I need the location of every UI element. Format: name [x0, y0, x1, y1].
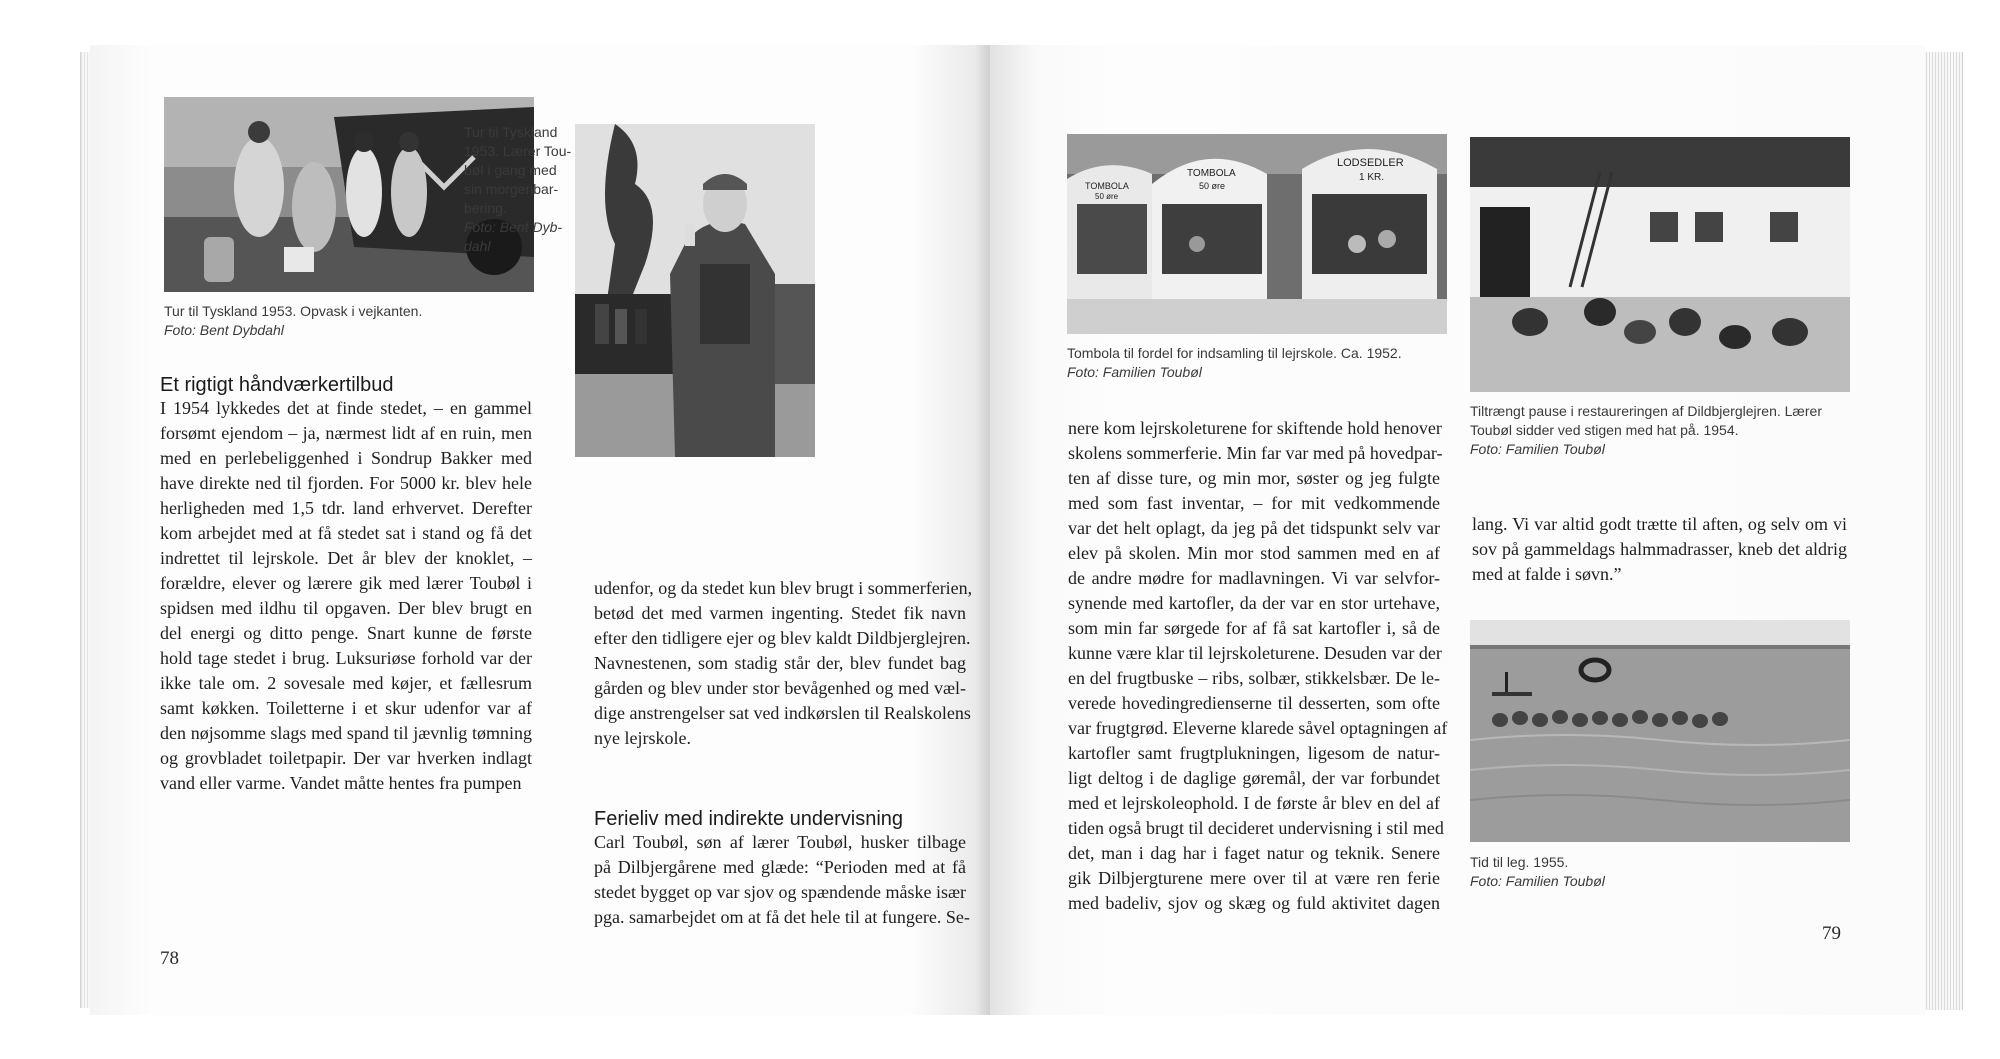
- text-line: kartofler samt frugtplukningen, ligesom de natur-: [1068, 743, 1440, 763]
- text-line: del energi og ditto penge. Snart kunne de første: [160, 623, 532, 643]
- photo5-caption-text: Tid til leg. 1955.: [1470, 854, 1569, 870]
- photo4-caption-line: Tiltrængt pause i restaureringen af Dildbjerglejren. Lærer: [1470, 403, 1822, 419]
- section-heading-handvaerkertilbud: Et rigtigt håndværkertilbud: [160, 374, 394, 396]
- text-line: ligt deltog i de daglige gøremål, der var forbundet: [1068, 768, 1440, 788]
- text-line: det, man i dag har i faget natur og teknik. Senere: [1068, 843, 1440, 863]
- text-line: ikke tale om. 2 sovesale med køjer, et fællesrum: [160, 673, 532, 693]
- left-column-1: [160, 396, 532, 796]
- text-line: dige anstrengelser sat ved indkørslen til Realskolens: [594, 703, 971, 723]
- page-number-right: 79: [1822, 923, 1841, 944]
- text-line: herligheden med 1,5 tdr. land erhvervet. Derefter: [160, 498, 532, 518]
- text-line: med et lejrskoleophold. I de første år blev en del af: [1068, 793, 1440, 813]
- text-line: gik Dilbjergturene mere over til at være ren ferie: [1068, 868, 1440, 888]
- photo3-caption-text: Tombola til fordel for indsamling til lejrskole. Ca. 1952.: [1067, 345, 1402, 361]
- text-line: udenfor, og da stedet kun blev brugt i sommerferien,: [594, 578, 973, 598]
- text-line: med at falde i søvn.”: [1472, 564, 1622, 584]
- page-number-left: 78: [160, 948, 179, 969]
- sign-price-3: 1 KR.: [1359, 172, 1385, 183]
- text-line: med badeliv, sjov og skæg og fuld aktivitet dagen: [1068, 893, 1440, 913]
- photo2-caption-credit: dahl: [464, 238, 491, 254]
- left-column-2-bottom: [594, 830, 970, 930]
- section-heading-ferieliv: Ferieliv med indirekte undervisning: [594, 808, 904, 830]
- text-line: spidsen med ildhu til opgaven. Der blev brugt en: [160, 598, 532, 618]
- text-line: tiden også brugt til decideret undervisning i stil med: [1068, 818, 1444, 838]
- photo5-caption-credit: Foto: Familien Toubøl: [1470, 873, 1605, 889]
- photo2-caption-credit: Foto: Bent Dyb-: [464, 219, 563, 235]
- text-line: kunne være klar til lejrskoleturene. Desuden var der: [1068, 643, 1442, 663]
- photo-morning-shave: [575, 124, 815, 457]
- text-line: indrettet til lejrskole. Det år blev der knoklet, –: [160, 548, 532, 568]
- photo2-caption-line: bøl i gang med: [464, 162, 557, 178]
- text-line: en del frugtbuske – ribs, solbær, stikkelsbær. De le-: [1068, 668, 1440, 688]
- photo4-caption-credit: Foto: Familien Toubøl: [1470, 441, 1605, 457]
- text-line: med som fast inventar, – for mit vedkommende: [1068, 493, 1440, 513]
- right-column-1: [1068, 416, 1448, 916]
- right-column-2: [1472, 512, 1847, 587]
- photo5-caption: [1470, 853, 1850, 891]
- left-column-2-top: [594, 576, 973, 751]
- photo3-caption: [1067, 344, 1457, 382]
- text-line: forsømt ejendom – ja, nærmest lidt af en ruin, men: [160, 423, 532, 443]
- text-line: skolens sommerferie. Min far var med på hovedpar-: [1068, 443, 1443, 463]
- photo2-caption-line: 1953. Lærer Tou-: [464, 143, 572, 159]
- sign-lodsedler: LODSEDLER: [1337, 157, 1404, 169]
- text-line: den nøjsomme slags med spand til jævnlig tømning: [160, 723, 532, 743]
- photo1-caption: [164, 302, 534, 340]
- sign-price-2: 50 øre: [1199, 181, 1226, 191]
- text-line: Carl Toubøl, søn af lærer Toubøl, husker tilbage: [594, 832, 966, 852]
- text-line: pga. samarbejdet om at få det hele til at fungere. Se-: [594, 907, 970, 927]
- sign-tombola-2: TOMBOLA: [1187, 168, 1236, 179]
- text-line: de andre mødre for madlavningen. Vi var selvfor-: [1068, 568, 1440, 588]
- text-line: hold tage stedet i brug. Luksuriøse forhold var der: [160, 648, 532, 668]
- sign-tombola-1: TOMBOLA: [1085, 181, 1129, 191]
- photo3-caption-credit: Foto: Familien Toubøl: [1067, 364, 1202, 380]
- text-line: på Dilbjergårene med glæde: “Perioden med at få: [594, 857, 966, 877]
- right-page: [990, 45, 1925, 1015]
- text-line: var frugtgrød. Eleverne klarede såvel optagningen af: [1068, 718, 1448, 738]
- text-line: som min far sørgede for af få sat kartofler i, så de: [1068, 618, 1440, 638]
- photo1-caption-credit: Foto: Bent Dybdahl: [164, 322, 284, 338]
- text-line: verede hovedingredienserne til desserten, som ofte: [1068, 693, 1440, 713]
- text-line: Navnestenen, som stadig står der, blev fundet bag: [594, 653, 966, 673]
- photo4-caption: [1470, 402, 1870, 459]
- photo2-caption-line: sin morgenbar-: [464, 181, 559, 197]
- left-page: [90, 45, 990, 1015]
- text-line: var det helt oplagt, da jeg på det tidspunkt selv var: [1068, 518, 1440, 538]
- text-line: nere kom lejrskoleturene for skiftende hold henover: [1068, 418, 1442, 438]
- text-line: stedet bygget op var sjov og spændende måske især: [594, 882, 966, 902]
- text-line: forældre, elever og lærere gik med lærer Toubøl i: [160, 573, 532, 593]
- photo-restoration-pause: [1470, 137, 1850, 392]
- text-line: efter den tidligere ejer og blev kaldt Dildbjerglejren.: [594, 628, 971, 648]
- photo-swimming: [1470, 620, 1850, 842]
- text-line: synende med kartofler, da der var en stor urtehave,: [1068, 593, 1440, 613]
- text-line: gården og blev under stor bevågenhed og med væl-: [594, 678, 966, 698]
- text-line: betød det med varmen ingenting. Stedet fik navn: [594, 603, 966, 623]
- photo2-caption-line: bering.: [464, 200, 507, 216]
- text-line: elev på skolen. Min mor stod sammen med en af: [1068, 543, 1440, 563]
- photo-tombola: [1067, 134, 1447, 334]
- text-line: ten af disse ture, og min mor, søster og jeg fulgte: [1068, 468, 1440, 488]
- text-line: lang. Vi var altid godt trætte til aften, og selv om vi: [1472, 514, 1847, 534]
- sign-price-1: 50 øre: [1095, 192, 1119, 201]
- text-line: I 1954 lykkedes det at finde stedet, – en gammel: [160, 398, 532, 418]
- text-line: vand eller varme. Vandet måtte hentes fra pumpen: [160, 773, 522, 793]
- text-line: have direkte ned til fjorden. For 5000 kr. blev hele: [160, 473, 532, 493]
- photo2-caption: [464, 123, 574, 256]
- photo2-caption-line: Tur til Tyskland: [464, 124, 558, 140]
- photo4-caption-line: Toubøl sidder ved stigen med hat på. 1954.: [1470, 422, 1739, 438]
- photo1-caption-text: Tur til Tyskland 1953. Opvask i vejkanten.: [164, 303, 423, 319]
- text-line: med en perlebeliggenhed i Sondrup Bakker med: [160, 448, 532, 468]
- text-line: kom arbejdet med at få stedet sat i stand og få det: [160, 523, 532, 543]
- text-line: sov på gammeldags halmmadrasser, kneb det aldrig: [1472, 539, 1847, 559]
- text-line: og grovbladet toiletpapir. Der var hverken indlagt: [160, 748, 532, 768]
- text-line: samt køkken. Toiletterne i et skur udenfor var af: [160, 698, 532, 718]
- text-line: nye lejrskole.: [594, 728, 691, 748]
